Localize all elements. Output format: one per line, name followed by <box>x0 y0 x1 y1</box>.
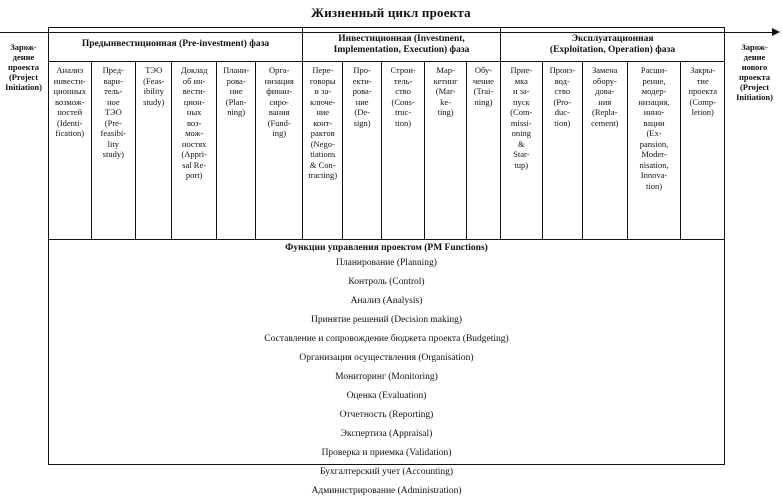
stage-cell: Закры- тие проекта (Comp- letion) <box>688 65 717 117</box>
pm-functions-section <box>49 239 724 496</box>
stage-cell: Орга- низация финан- сиро- вания (Fund- ing) <box>256 62 303 239</box>
stage-cell: Обу- чение (Trai- ning) <box>467 62 501 239</box>
stage-cell: Произ- вод- ство (Pro- duc- tion) <box>543 62 583 239</box>
stage-cell: Плани- рова- ние (Plan- ning) <box>217 62 256 239</box>
stage-cell: ТЭО (Feas- ibility study) <box>136 62 172 239</box>
pm-function-item: Анализ (Analysis) <box>350 296 423 306</box>
pm-function-item: Мониторинг (Monitoring) <box>335 372 438 382</box>
stage-cell: Строи- тель- ство (Cons- truc- tion) <box>382 62 426 239</box>
stage-cell: Расши- рение, модер- низация, инно- вации (Ex- pansion, Moder- nisation, Innova- tion) <box>628 62 682 239</box>
lifecycle-table <box>48 27 725 496</box>
phase-header: Предынвестиционная (Pre-investment) фаза <box>49 28 303 62</box>
diagram-title: Жизненный цикл проекта <box>311 5 471 20</box>
stage-cell: Пере- говоры и за- ключе- ние конт- рактов (Nego- tiations & Con- tracting) <box>303 62 343 239</box>
pm-function-item: Оценка (Evaluation) <box>346 391 427 401</box>
stage-cell: Замена обору- дова- ния (Repla- cement) <box>583 62 628 239</box>
pm-function-item: Организация осуществления (Organisation) <box>299 353 474 363</box>
stage-cell: Прие- мка и за- пуск (Com- missi- oning & Star- tup) <box>501 62 542 239</box>
stage-cell: Доклад об ин- вести- цион- ных воз- мож- ностях (Appri- sal Re- port) <box>172 62 217 239</box>
pm-function-item: Принятие решений (Decision making) <box>310 315 463 325</box>
stage-cell: Анализ инвести- ционных возмож- ностей (Identi- fication) <box>49 62 92 239</box>
pm-function-item: Проверка и приемка (Validation) <box>321 448 452 458</box>
pm-function-item: Контроль (Control) <box>348 277 425 287</box>
phase-header: Эксплуатационная (Exploitation, Operation) фаза <box>501 28 724 62</box>
arrow-right-icon <box>772 28 780 36</box>
pm-functions-title: Функции управления проектом (PM Functions) <box>285 243 488 253</box>
pm-function-item: Администрирование (Administration) <box>311 486 462 496</box>
pm-function-item: Бухгалтерский учет (Accounting) <box>319 467 454 477</box>
pm-function-item: Экспертиза (Appraisal) <box>340 429 433 439</box>
stage-cell: Мар- кетинг (Mar- ke- ting) <box>425 62 466 239</box>
left-initiation-label: Зарож- дение проекта (Project Initiation) <box>5 42 42 92</box>
pm-function-item: Отчетность (Reporting) <box>339 410 434 420</box>
phase-header: Инвестиционная (Investment, Implementation, Execution) фаза <box>303 28 501 62</box>
stage-cell: Пред- вари- тель- ное ТЭО (Pre- feasibi- lity study) <box>92 62 137 239</box>
pm-function-item: Составление и сопровождение бюджета проекта (Budgeting) <box>264 334 509 344</box>
stage-cell: Про- екти- рова- ние (De- sign) <box>343 62 381 239</box>
pm-function-item: Планирование (Planning) <box>336 258 437 268</box>
right-initiation-label: Зарож- дение нового проекта (Project Initiation) <box>736 42 773 102</box>
